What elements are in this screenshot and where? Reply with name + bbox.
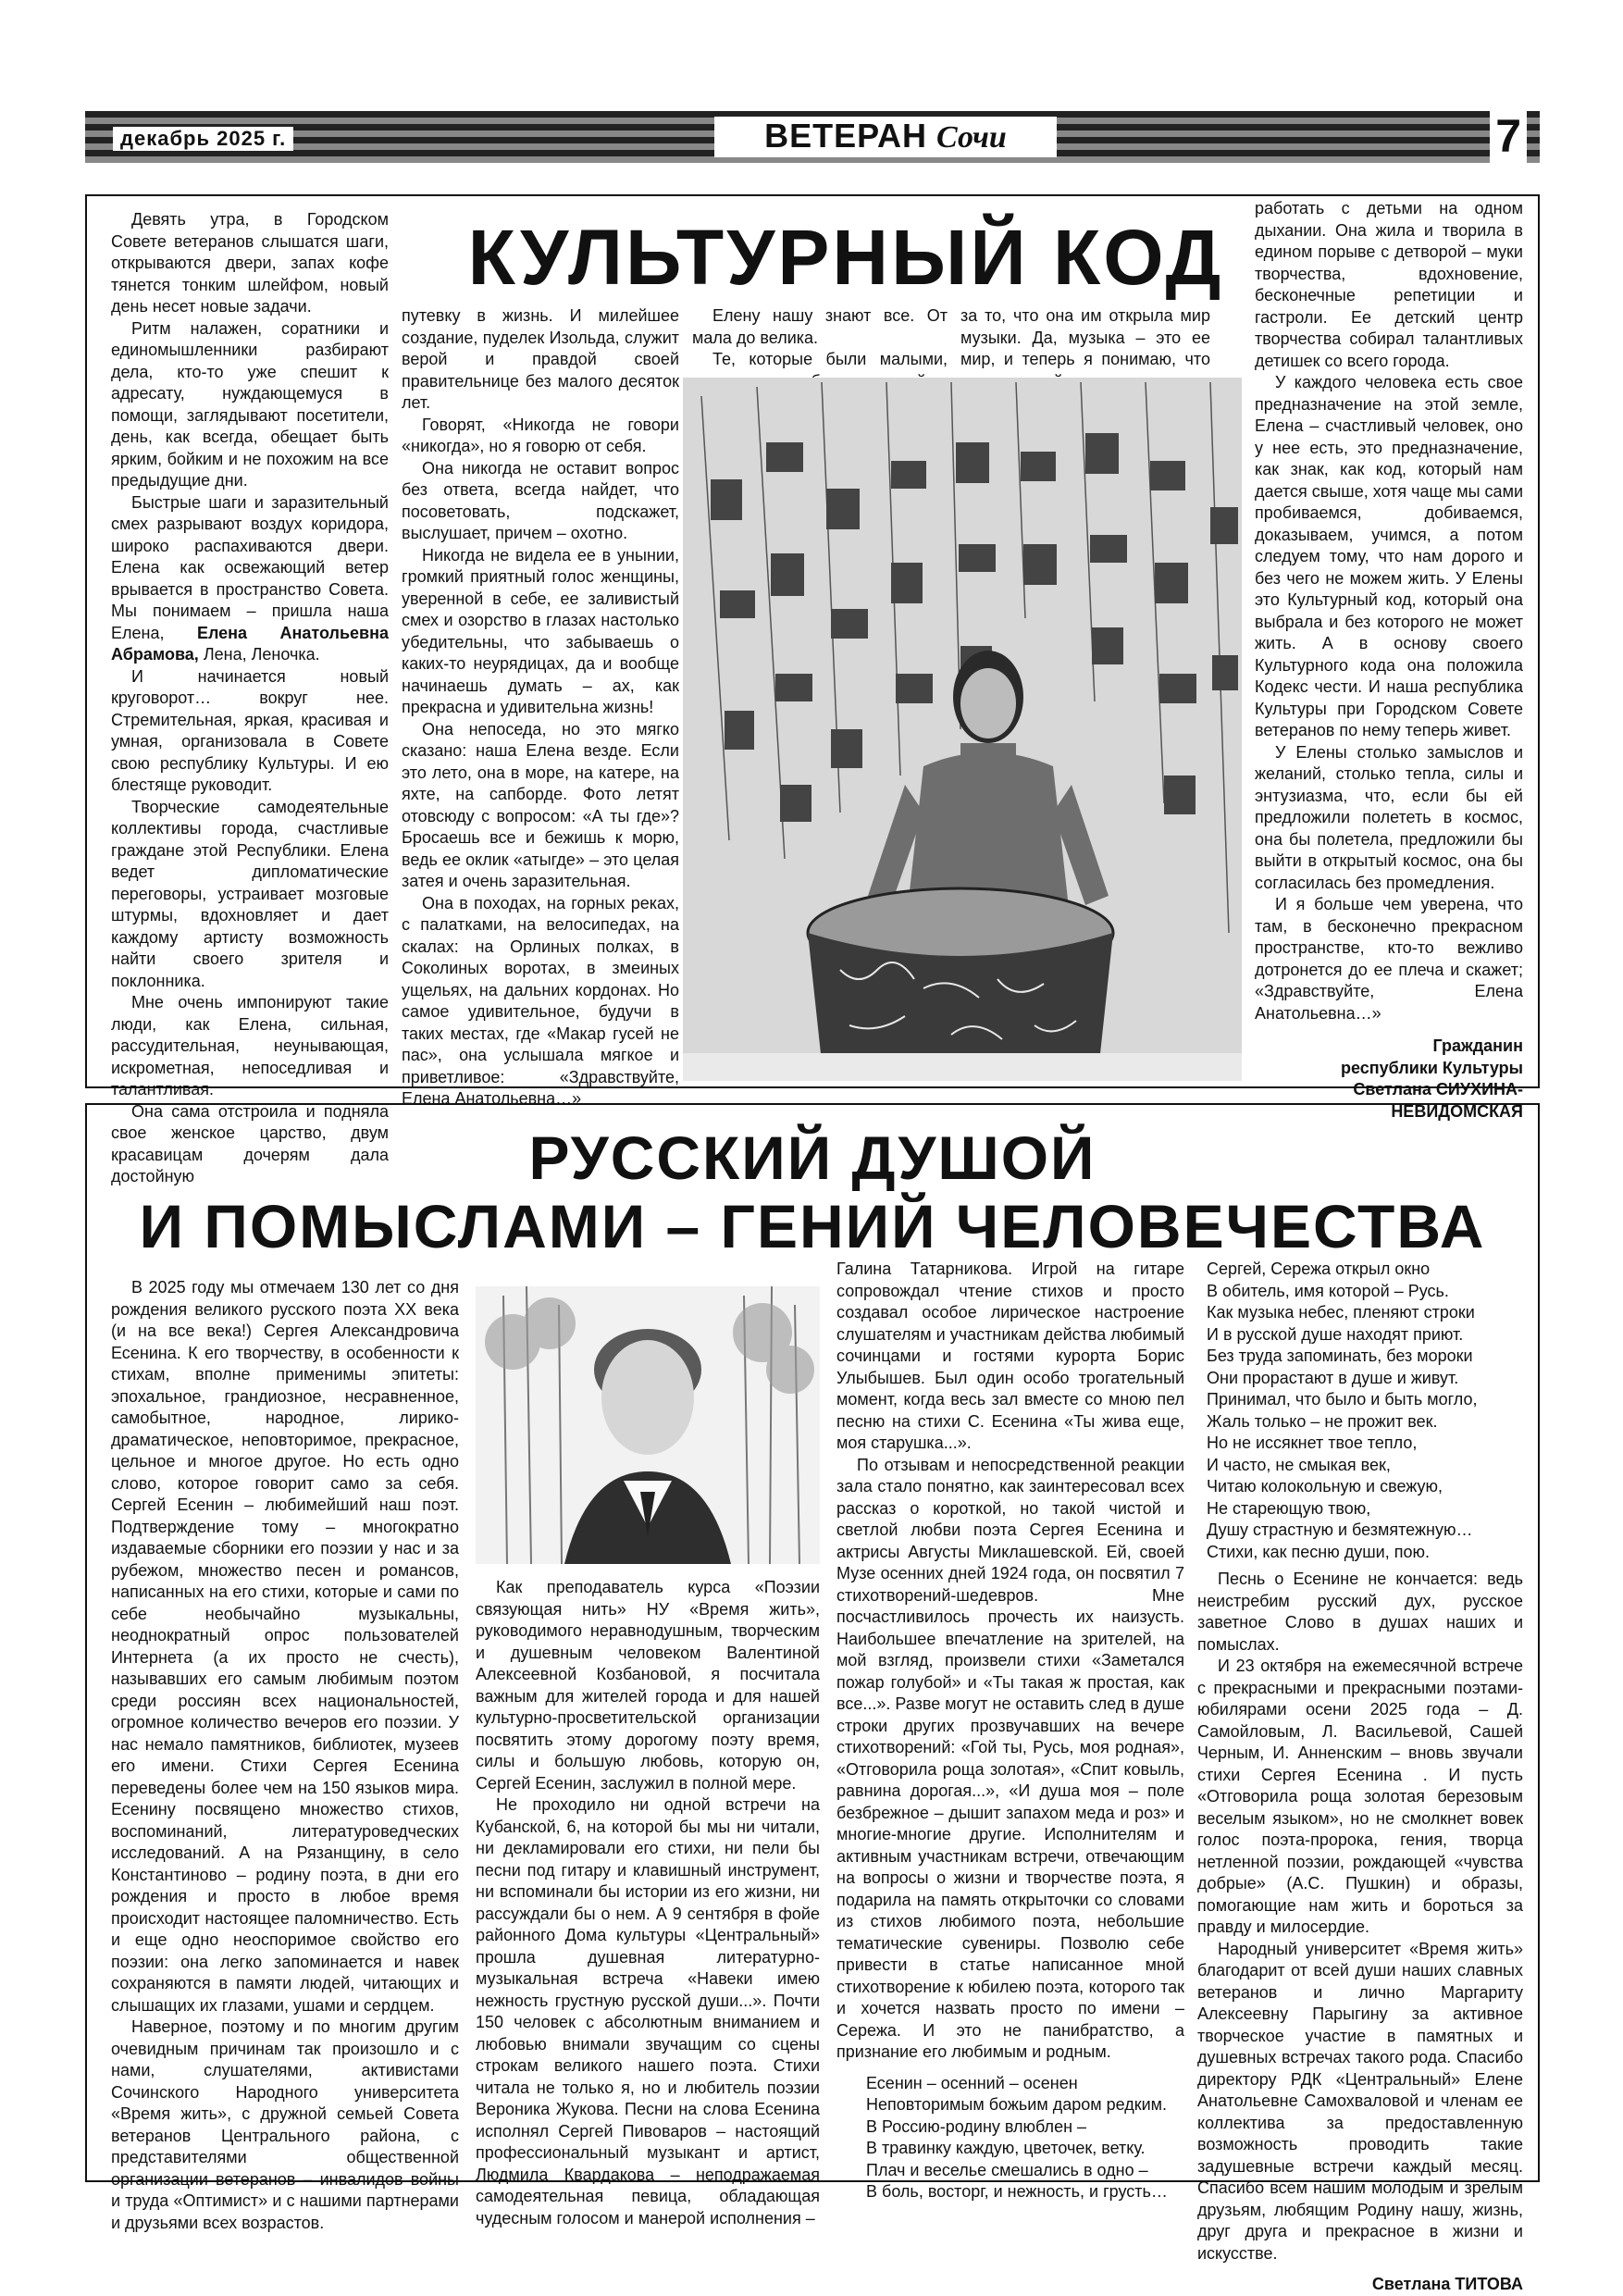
poem-line: Они прорастают в душе и живут.: [1207, 1368, 1459, 1387]
poem-line: Не стареющую твою,: [1207, 1498, 1371, 1518]
poem-line: В травинку каждую, цветочек, ветку.: [866, 2139, 1146, 2157]
paragraph: Галина Татарникова. Игрой на гитаре сопровождал чтение стихов и просто создавал особое лирическое настроение слушателям и участникам действа любимый сочинцами и гостями курорта Борис Улыбышев. Был один особо трогательный момент, когда весь зал вместе со мною пел песню на стихи С. Есенина «Ты жива еще, моя старушка...».: [836, 1260, 1184, 1452]
paragraph: Елену нашу знают все. От мала до велика.: [692, 306, 948, 347]
poem-line: И часто, не смыкая век,: [1207, 1455, 1391, 1474]
signature-line: республики Культуры: [1341, 1058, 1523, 1077]
poem-line: Жаль только – не прожит век.: [1207, 1411, 1438, 1431]
article1-column-1: [111, 209, 389, 1188]
title-line: И ПОМЫСЛАМИ – ГЕНИЙ ЧЕЛОВЕЧЕСТВА: [139, 1192, 1486, 1260]
paragraph: Она непоседа, но это мягко сказано: наша Елена везде. Если это лето, она в море, на катере, на яхте, на сапборде. Фото летят отовсюду с вопросом: «А ты где»? Бросаешь все и бежишь к морю, ведь ее оклик «атыгде» – это целая затея и очень заразительная.: [402, 719, 679, 890]
article-title: КУЛЬТУРНЫЙ КОД: [467, 214, 1224, 301]
paragraph: Мне очень импонируют такие люди, как Елена, сильная, рассудительная, неунывающая, искрометная, непоседливая и талантливая.: [111, 993, 389, 1098]
poem-line: В боль, восторг, и нежность, и грусть…: [866, 2182, 1168, 2201]
article2-column-2: [476, 1577, 820, 2229]
newspaper-masthead: [714, 117, 1057, 157]
article2-signature: Светлана ТИТОВА: [1371, 2275, 1523, 2293]
poem-line: И в русской душе находят приют.: [1207, 1324, 1464, 1344]
paragraph: Она сама отстроила и подняла свое женское царство, двум красавицам дочерям дала достойную: [111, 1101, 389, 1185]
article-esenin: [85, 1103, 1540, 2293]
poem-line: Как музыка небес, пленяют строки: [1207, 1303, 1475, 1322]
paragraph: Говорят, «Никогда не говори «никогда», но я говорю от себя.: [402, 415, 679, 455]
paragraph: Наверное, поэтому и по многим другим очевидным причинам так произошло и с нами, слушателями, активистами Сочинского Народного университета «Время жить», с дружной семьей Совета ветеранов Центрального района, с представителями общественной организации ветеранов – инвалидов войны и труда «Оптимист» и с нашими партнерами и друзьями всех возрастов.: [111, 2017, 459, 2232]
article2-column-3: [836, 1259, 1184, 2203]
article-title: [87, 1123, 1538, 1260]
paragraph: работать с детьми на одном дыхании. Она жила и творила в едином порыве с детворой – муки творчества, вдохновение, бесконечные репетиции и гастроли. Ее детский центр творчества собирал талантливых детишек со всего города.: [1255, 199, 1523, 370]
paragraph: Те, которые были малыми,: [712, 350, 948, 368]
portrait-sergei-esenin: [476, 1286, 820, 1564]
poem-line: Но не иссякнет твое тепло,: [1207, 1433, 1418, 1452]
paragraph: Она в походах, на горных реках, с палатками, на велосипедах, на скалах: на Орлиных полках, в Соколиных воротах, в змеиных ущельях, на дальних кордонах. Но самое удивительное, будучи в таких местах, где «Макар гусей не пас», она услышала мягкое и приветливое: «Здравствуйте, Елена Анатольевна…»: [402, 893, 679, 1108]
poem-line: Сергей, Сережа открыл окно: [1207, 1260, 1431, 1278]
article2-column-4: [1197, 1259, 1523, 2296]
paragraph: Творческие самодеятельные коллективы города, счастливые граждане этой Республики. Елена ведет дипломатические переговоры, устраивает мозговые штурмы, вдохновляет и дает каждому артисту возможность найти своего зрителя и поклонника.: [111, 797, 389, 990]
paragraph: Никогда не видела ее в унынии, громкий приятный голос женщины, уверенной в себе, ее заливистый смех и озорство в глазах настолько убедительны, что забываешь о каких-то неурядицах, да и вообще начинаешь думать – ах, как прекрасна и удивительна жизнь!: [402, 545, 679, 716]
paragraph: И 23 октября на ежемесячной встрече с прекрасными и прекрасными поэтами-юбилярами осени 2025 года – Д. Самойловым, Л. Васильевой, Сашей Черным, И. Анненским – вновь звучали стихи Сергея Есенина . И пусть «Отговорила роща золотая березовым веселым языком», но не смолкнет вовек голос поэта-пророка, гения, творца нетленной поэзии, рождающей «чувства добрые» (А.С. Пушкин) и образы, помогающие нам жить и бороться за правду и милосердие.: [1197, 1657, 1523, 1936]
paragraph: В 2025 году мы отмечаем 130 лет со дня рождения великого русского поэта ХХ века (и на все века!) Сергея Александровича Есенина. К его творчеству, в особенности к стихам, вполне применимы эпитеты: эпохальное, грандиозное, несравненное, самобытное, народное, лирико-драматическое, неповторимое, прекрасное, цельное и многое другое. Но есть одно слово, которое говорит само за себя. Сергей Есенин – любимейший наш поэт. Подтверждение тому – многократно издаваемые сборники его поэзии у нас и за рубежом, множество песен и романсов, написанных на его стихи, которые и сами по себе необычайно музыкальны, неоднократный опрос пользователей Интернета (а их просто не счесть), называвших его самым любимым поэтом среди россиян всех национальностей, огромное количество вечеров его поэзии. У нас немало памятников, библиотек, музеев его имени. Стихи Сергея Есенина переведены более чем на 150 языков мира. Есенину посвящено множество стихов, воспоминаний, литературоведческих исследований. А на Рязанщину, в село Константиново – родину поэта, в дни его рождения и просто в любое время происходит настоящее паломничество. Есть и еще одно неоспоримое свойство его поэзии: она легко запоминается и навек сохраняются в памяти людей, читающих и слышащих их глазами, ушами и сердцем.: [111, 1278, 459, 2015]
signature-line: НЕВИДОМСКАЯ: [1391, 1101, 1523, 1121]
photo-elena-abramova: [683, 378, 1242, 1081]
signature-line: Гражданин: [1432, 1036, 1523, 1055]
poem-line: В обитель, имя которой – Русь.: [1207, 1281, 1449, 1300]
paragraph: путевку в жизнь. И милейшее создание, пуделек Изольда, служит верой и правдой своей правительнице без малого десяток лет.: [402, 306, 679, 412]
poem-part-2: [1197, 1259, 1523, 1563]
paragraph: И я больше чем уверена, что там, в бесконечно прекрасном пространстве, кто-то вежливо дотронется до ее плеча и скажет; «Здравствуйте, Елена Анатольевна…»: [1255, 895, 1523, 1023]
paragraph: И начинается новый круговорот… вокруг нее. Стремительная, яркая, красивая и умная, организовала в Совете свою республику Культуры. И ею блестяще руководит.: [111, 666, 389, 794]
paragraph: Она никогда не оставит вопрос без ответа, всегда найдет, что посоветовать, подскажет, выслушает, причем – охотно.: [402, 458, 679, 542]
photo-illustration: [683, 378, 1242, 1081]
bold-name: Елена Анатольевна Абрамова,: [111, 623, 389, 664]
article2-column-1: [111, 1277, 459, 2234]
page-number: 7: [1490, 109, 1527, 163]
poem-line: Принимал, что было и быть могло,: [1207, 1390, 1478, 1409]
portrait-illustration: [476, 1286, 820, 1564]
paragraph: Народный университет «Время жить» благодарит от всей души наших славных ветеранов и лично Маргариту Алексеевну Парыгину за активное творческое участие в памятных и душевных встречах такого рода. Спасибо директору РДК «Центральный» Елене Анатольевне Самохваловой и членам ее коллектива за предоставленную возможность проводить такие задушевные встречи каждый месяц. Спасибо всем нашим молодым и зрелым друзьям, любящим Родину нашу, жизнь, друг друга и прекрасное в жизни и искусстве.: [1197, 1939, 1523, 2263]
signature-line: Светлана СИУХИНА-: [1353, 1080, 1523, 1098]
poem-line: Без труда запоминать, без мороки: [1207, 1347, 1473, 1365]
paragraph: Как преподаватель курса «Поэзии связующая нить» НУ «Время жить», руководимого неравнодушным, творческим и душевным человеком Валентиной Алексеевной Козбановой, я посчитала важным для жителей города и для нашей культурно-просветительской организации посвятить этому дорогому поэту время, силы и большую любовь, которую он, Сергей Есенин, заслужил в полной мере.: [476, 1578, 820, 1793]
title-line: РУССКИЙ ДУШОЙ: [528, 1123, 1096, 1192]
issue-date: декабрь 2025 г.: [113, 127, 293, 151]
poem-line: В Россию-родину влюблен –: [866, 2116, 1087, 2136]
page-header: [85, 111, 1540, 163]
poem-line: Душу страстную и безмятежную…: [1207, 1520, 1473, 1539]
paragraph: У Елены столько замыслов и желаний, столько тепла, силы и энтузиазма, что, если бы ей предложили полететь в космос, она бы полетела, предложили бы выйти в открытый космос, она бы согласилась без промедления.: [1255, 742, 1523, 892]
paragraph: за то, что она им открыла мир музыки. Да, музыка – это ее мир, и теперь я понимаю, что: [960, 306, 1210, 368]
paragraph: Быстрые шаги и заразительный смех разрывают воздух коридора, широко распахиваются двери. Елена как освежающий ветер врывается в пространство Совета. Мы понимаем – пришла наша Елена, Елена Анатольевна Абрамова, Лена, Леночка.: [111, 492, 389, 664]
paragraph: По отзывам и непосредственной реакции зала стало понятно, как заинтересовал всех рассказ о короткой, но такой чистой и светлой любви поэта Сергея Есенина и актрисы Августы Миклашевской. Ей, своей Музе осенних дней 1924 года, он посвятил 7 стихотворений-шедевров. Мне посчастливилось прочесть их наизусть. Наибольшее впечатление на зрителей, на мой взгляд, произвели стихи «Заметался пожар голубой» и «Ты такая ж простая, как все...». Разве могут не оставить след в душе строки других прозвучавших на вечере стихотворений: «Гой ты, Русь, моя родная», «Отговорила роща золотая», «Спит ковыль, равнина дорогая...», «И душа моя – поле безбрежное – дышит запахом меда и роз» и многие-многие другие. Исполнителям и активным участникам встречи, отвечающим на вопросы о жизни и творчестве поэта, я подарила на память открыточки со словами из стихов любимого поэта, небольшие тематические сувениры. Позволю себе привести в статье написанное мной стихотворение к юбилею поэта, которого так и хочется назвать просто по имени – Сережа. И это не панибратство, а признание его любимым и родным.: [836, 1455, 1184, 2061]
poem-line: Стихи, как песню души, пою.: [1207, 1542, 1430, 1561]
paragraph: Не проходило ни одной встречи на Кубанской, 6, на которой бы мы ни читали, ни декламировали его стихи, ни пели бы песни под гитару и клавишный инструмент, ни вспоминали бы истории из его жизни, ни рассуждали бы о нем. А 9 сентября в фойе районного Дома культуры «Центральный» прошла душевная литературно-музыкальная встреча «Навеки имею нежность грустную русской души...». Почти 150 человек с абсолютным вниманием и любовью внимали звучащим со сцены строкам великого нашего поэта. Стихи читала не только я, но и любитель поэзии Вероника Жукова. Песни на слова Есенина исполнял Сергей Пивоваров – настоящий профессиональный музыкант и артист, Людмила Квардакова – неподражаемая самодеятельная певица, обладающая чудесным голосом и манерой исполнения –: [476, 1795, 820, 2228]
paragraph: Песнь о Есенине не кончается: ведь неистребим русский дух, русское заветное Слово в душах наших и помыслах.: [1197, 1570, 1523, 1654]
poem-line: Плач и веселье смешались в одно –: [866, 2160, 1148, 2179]
article1-column-5: [1255, 198, 1523, 1123]
masthead-name: ВЕТЕРАН: [764, 117, 928, 155]
poem-line: Есенин – осенний – осенен: [866, 2073, 1078, 2092]
poem-part-1: [836, 2073, 1184, 2203]
masthead-city: Сочи: [936, 120, 1007, 155]
article1-column-2: [402, 305, 679, 1111]
poem-line: Неповторимым божьим даром редким.: [866, 2095, 1168, 2114]
paragraph: Ритм налажен, соратники и единомышленники разбирают дела, кто-то уже спешит к адресату, нуждающемуся в помощи, заглядывают посетители, день, как всегда, обещает быть ярким, бойким и не похожим на все предыдущие дни.: [111, 318, 389, 490]
paragraph: У каждого человека есть свое предназначение на этой земле, Елена – счастливый человек, оно у нее есть, это предназначение, как знак, как код, который нам дается свыше, хотя чаще мы сами пробиваемся, добиваемся, доказываем, учимся, а потом следуем тому, что нам дорого и без чего не можем жить. У Елены это Культурный код, который она выбрала и без которого не может жить. А в основу своего Культурного кода она положила Кодекс чести. И наша республика Культуры при Городском Совете ветеранов по нему теперь живет.: [1255, 373, 1523, 739]
paragraph: Девять утра, в Городском Совете ветеранов слышатся шаги, открываются двери, запах кофе тянется тонким шлейфом, новый день несет новые задачи.: [111, 210, 389, 316]
poem-line: Читаю колокольную и свежую,: [1207, 1477, 1443, 1496]
